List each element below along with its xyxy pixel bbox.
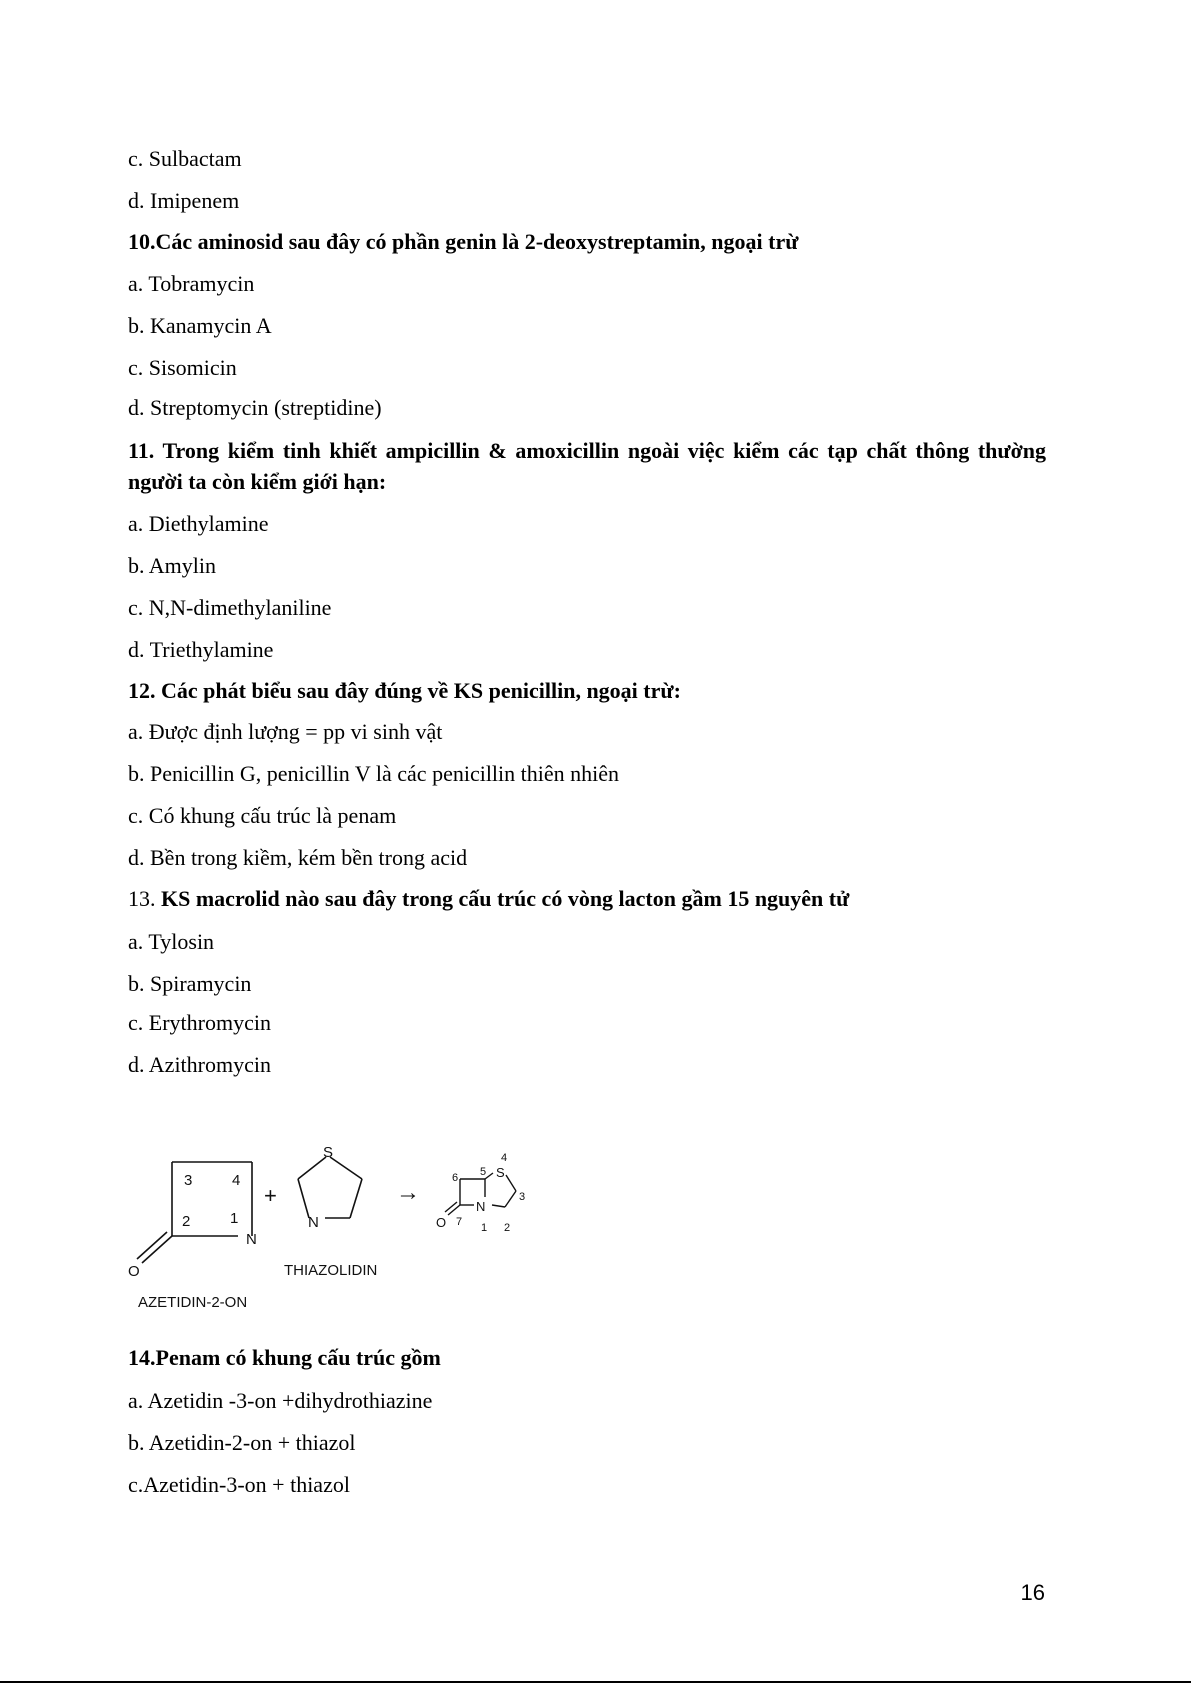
q11-option-a: a. Diethylamine <box>128 511 269 536</box>
q13-option-d: d. Azithromycin <box>128 1052 271 1077</box>
azetidinone-label: AZETIDIN-2-ON <box>138 1294 248 1311</box>
penam-position-6: 6 <box>452 1172 459 1184</box>
option-d: d. Imipenem <box>128 188 240 213</box>
q14-option-a: a. Azetidin -3-on +dihydrothiazine <box>128 1388 433 1413</box>
penam-position-4: 4 <box>501 1152 508 1164</box>
q14-option-c: c.Azetidin-3-on + thiazol <box>128 1472 350 1497</box>
question-11: 11. Trong kiểm tinh khiết ampicillin & amoxicillin ngoài việc kiểm các tạp chất thông thường người ta còn kiểm giới hạn: <box>128 438 1046 494</box>
penam-position-2: 2 <box>504 1222 511 1234</box>
penam-position-3: 3 <box>519 1191 526 1203</box>
q10-option-d: d. Streptomycin (streptidine) <box>128 395 382 420</box>
penam-oxygen: O <box>436 1215 447 1230</box>
question-14: 14.Penam có khung cấu trúc gồm <box>128 1345 441 1370</box>
question-13-text: KS macrolid nào sau đây trong cấu trúc có vòng lacton gầm 15 nguyên tử <box>161 886 850 911</box>
thiazolidine-sulfur: S <box>323 1144 334 1161</box>
thiazolidine-label: THIAZOLIDIN <box>284 1262 378 1279</box>
q10-option-c: c. Sisomicin <box>128 355 237 380</box>
q11-option-b: b. Amylin <box>128 553 217 578</box>
q12-option-a: a. Được định lượng = pp vi sinh vật <box>128 719 443 744</box>
q10-option-b: b. Kanamycin A <box>128 313 272 338</box>
ring-number-2: 2 <box>182 1213 191 1230</box>
penam-sulfur: S <box>496 1165 505 1180</box>
q13-option-c: c. Erythromycin <box>128 1010 271 1035</box>
penam-nitrogen: N <box>476 1199 486 1214</box>
q11-option-d: d. Triethylamine <box>128 637 274 662</box>
penam-position-7: 7 <box>456 1216 463 1228</box>
question-12: 12. Các phát biểu sau đây đúng về KS penicillin, ngoại trừ: <box>128 678 681 703</box>
thiazolidine-ring <box>298 1157 362 1218</box>
q12-option-b: b. Penicillin G, penicillin V là các penicillin thiên nhiên <box>128 761 620 786</box>
q10-option-a: a. Tobramycin <box>128 271 255 296</box>
q12-option-d: d. Bền trong kiềm, kém bền trong acid <box>128 845 468 870</box>
ring-number-1: 1 <box>230 1210 239 1227</box>
footer-rule <box>0 1681 1191 1683</box>
q14-option-b: b. Azetidin-2-on + thiazol <box>128 1430 356 1455</box>
reaction-arrow: → <box>396 1179 420 1206</box>
azetidinone-nitrogen: N <box>246 1231 257 1248</box>
thiazolidine-nitrogen: N <box>308 1214 319 1231</box>
penam-position-5: 5 <box>480 1166 487 1178</box>
ring-number-4: 4 <box>232 1172 241 1189</box>
q11-option-c: c. N,N-dimethylaniline <box>128 595 332 620</box>
penam-structure-figure <box>120 1135 580 1315</box>
penam-position-1: 1 <box>481 1222 488 1234</box>
option-c: c. Sulbactam <box>128 146 242 171</box>
question-13 <box>128 885 1048 913</box>
q12-option-c: c. Có khung cấu trúc là penam <box>128 803 397 828</box>
q13-option-a: a. Tylosin <box>128 929 215 954</box>
page-number: 16 <box>1020 1580 1045 1605</box>
question-10: 10.Các aminosid sau đây có phần genin là 2-deoxystreptamin, ngoại trừ <box>128 229 799 254</box>
ring-number-3: 3 <box>184 1172 193 1189</box>
azetidinone-oxygen: O <box>128 1263 140 1280</box>
plus-sign: + <box>264 1183 277 1208</box>
q13-option-b: b. Spiramycin <box>128 971 252 996</box>
question-13-number: 13. <box>128 886 156 911</box>
